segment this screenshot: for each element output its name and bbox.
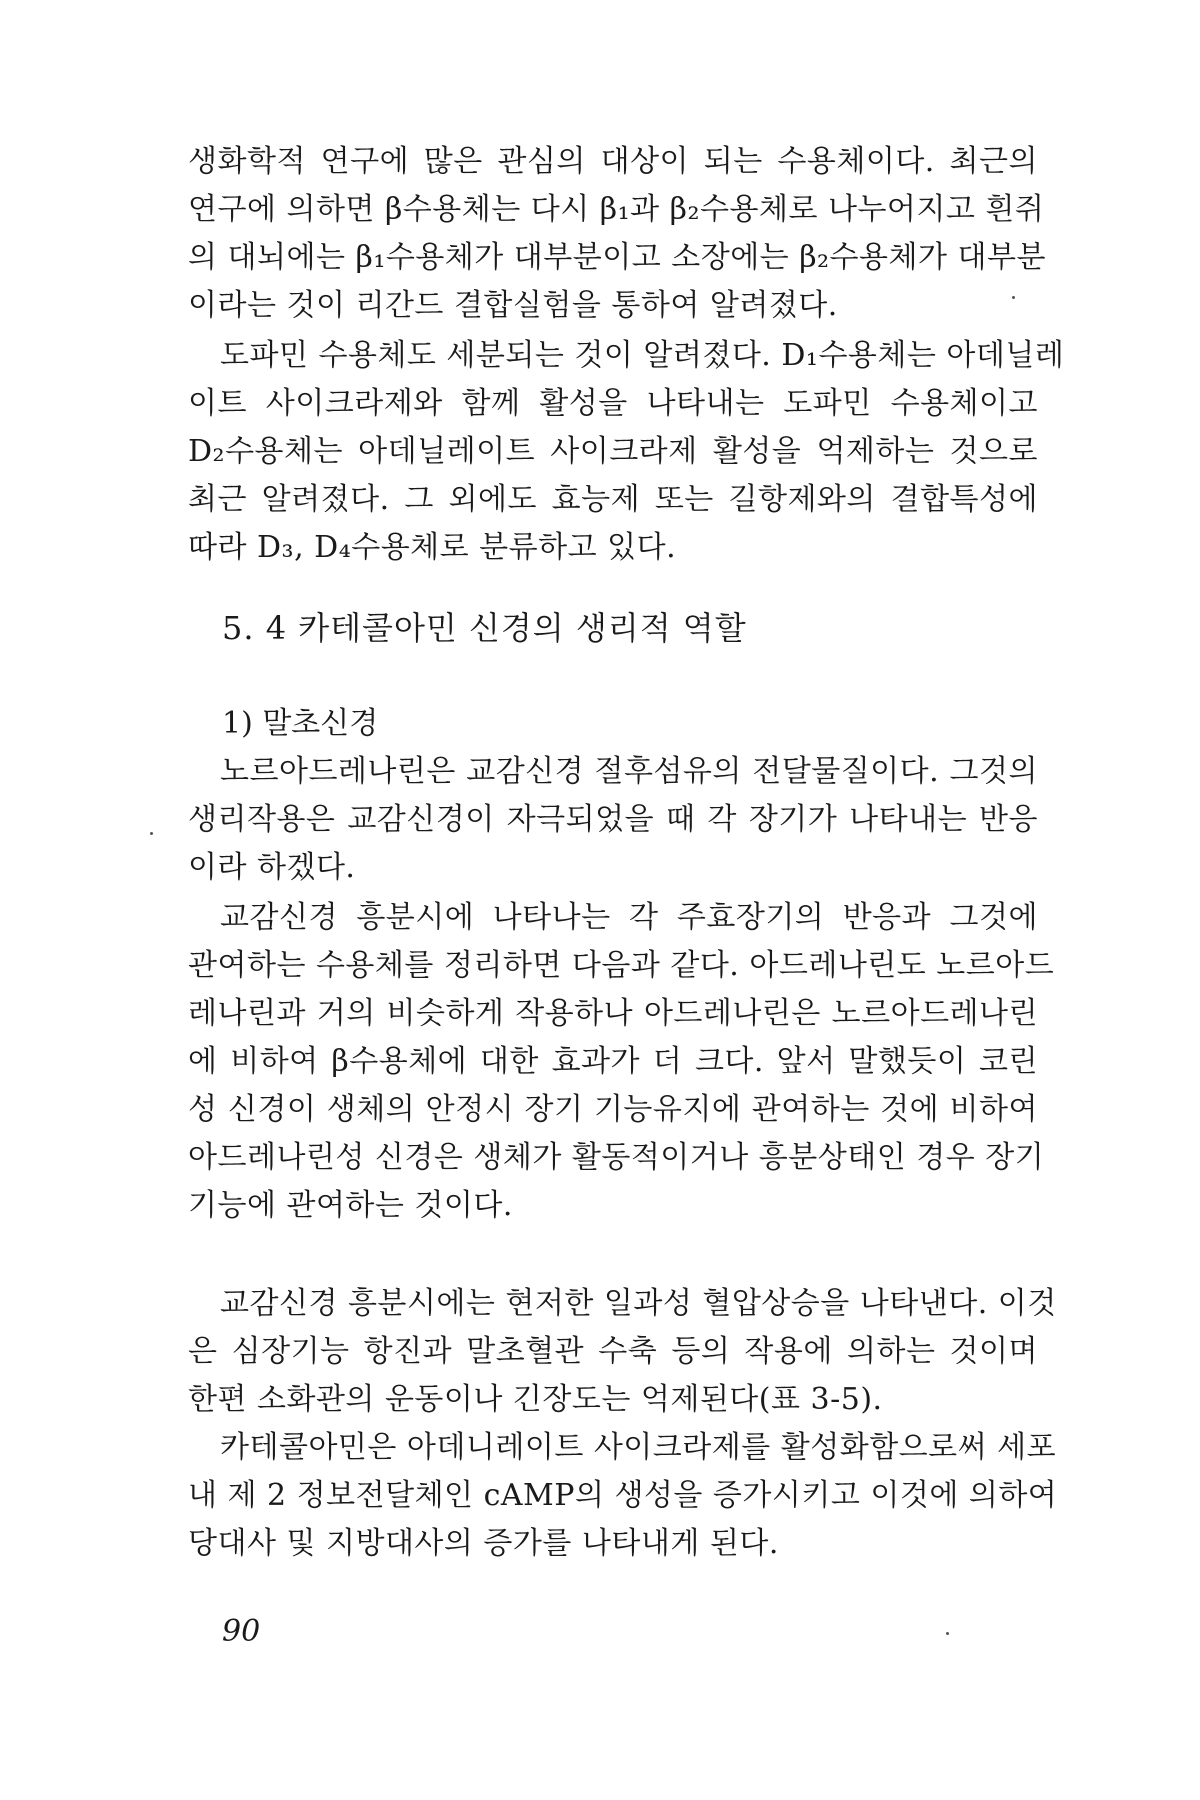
text-line: 에 비하여 β수용체에 대한 효과가 더 크다. 앞서 말했듯이 코린 [188, 1044, 1038, 1079]
paragraph-3 [188, 748, 1038, 892]
text-line: 도파민 수용체도 세분되는 것이 알려졌다. D₁수용체는 아데닐레 [220, 338, 1065, 373]
paragraph-4 [188, 894, 1055, 1230]
text-line: 교감신경 흥분시에는 현저한 일과성 혈압상승을 나타낸다. 이것 [220, 1286, 1057, 1321]
text-line: 이라 하겠다. [188, 850, 356, 885]
section-heading: 5. 4 카테콜아민 신경의 생리적 역할 [222, 609, 747, 647]
text-line: D₂수용체는 아데닐레이트 사이크라제 활성을 억제하는 것으로 [188, 434, 1038, 469]
text-line: 관여하는 수용체를 정리하면 다음과 같다. 아드레나린도 노르아드 [188, 948, 1055, 983]
text-line: 한편 소화관의 운동이나 긴장도는 억제된다(표 3-5). [188, 1382, 883, 1417]
text-line: 성 신경이 생체의 안정시 장기 기능유지에 관여하는 것에 비하여 [188, 1092, 1038, 1127]
text-line: 당대사 및 지방대사의 증가를 나타내게 된다. [188, 1526, 779, 1561]
text-line: 내 제 2 정보전달체인 cAMP의 생성을 증가시키고 이것에 의하여 [188, 1478, 1058, 1513]
paragraph-1 [188, 138, 1046, 330]
text-line: 노르아드레나린은 교감신경 절후섬유의 전달물질이다. 그것의 [220, 754, 1038, 789]
text-line: 생화학적 연구에 많은 관심의 대상이 되는 수용체이다. 최근의 [188, 144, 1038, 179]
text-line: 이라는 것이 리간드 결합실험을 통하여 알려졌다. [188, 288, 838, 323]
paragraph-6 [188, 1424, 1058, 1568]
text-line: 최근 알려졌다. 그 외에도 효능제 또는 길항제와의 결합특성에 [188, 482, 1038, 517]
page-number: 90 [222, 1614, 261, 1649]
text-line: 의 대뇌에는 β₁수용체가 대부분이고 소장에는 β₂수용체가 대부분 [188, 240, 1046, 275]
text-line: 아드레나린성 신경은 생체가 활동적이거나 흥분상태인 경우 장기 [188, 1140, 1045, 1175]
text-line: 생리작용은 교감신경이 자극되었을 때 각 장기가 나타내는 반응 [188, 802, 1038, 837]
text-line: 교감신경 흥분시에 나타나는 각 주효장기의 반응과 그것에 [220, 900, 1038, 935]
text-line: 카테콜아민은 아데니레이트 사이크라제를 활성화함으로써 세포 [220, 1430, 1057, 1465]
subsection-heading: 1) 말초신경 [222, 706, 379, 741]
scan-speck [946, 1632, 949, 1635]
text-line: 이트 사이크라제와 함께 활성을 나타내는 도파민 수용체이고 [188, 386, 1038, 421]
text-line: 따라 D₃, D₄수용체로 분류하고 있다. [188, 530, 677, 565]
text-line: 연구에 의하면 β수용체는 다시 β₁과 β₂수용체로 나누어지고 흰쥐 [188, 192, 1045, 227]
text-line: 은 심장기능 항진과 말초혈관 수축 등의 작용에 의하는 것이며 [188, 1334, 1038, 1369]
scan-speck [1012, 296, 1015, 299]
scan-speck [150, 832, 153, 835]
paragraph-5 [188, 1280, 1057, 1424]
text-line: 레나린과 거의 비슷하게 작용하나 아드레나린은 노르아드레나린 [188, 996, 1038, 1031]
paragraph-2 [188, 332, 1065, 572]
text-line: 기능에 관여하는 것이다. [188, 1188, 513, 1223]
